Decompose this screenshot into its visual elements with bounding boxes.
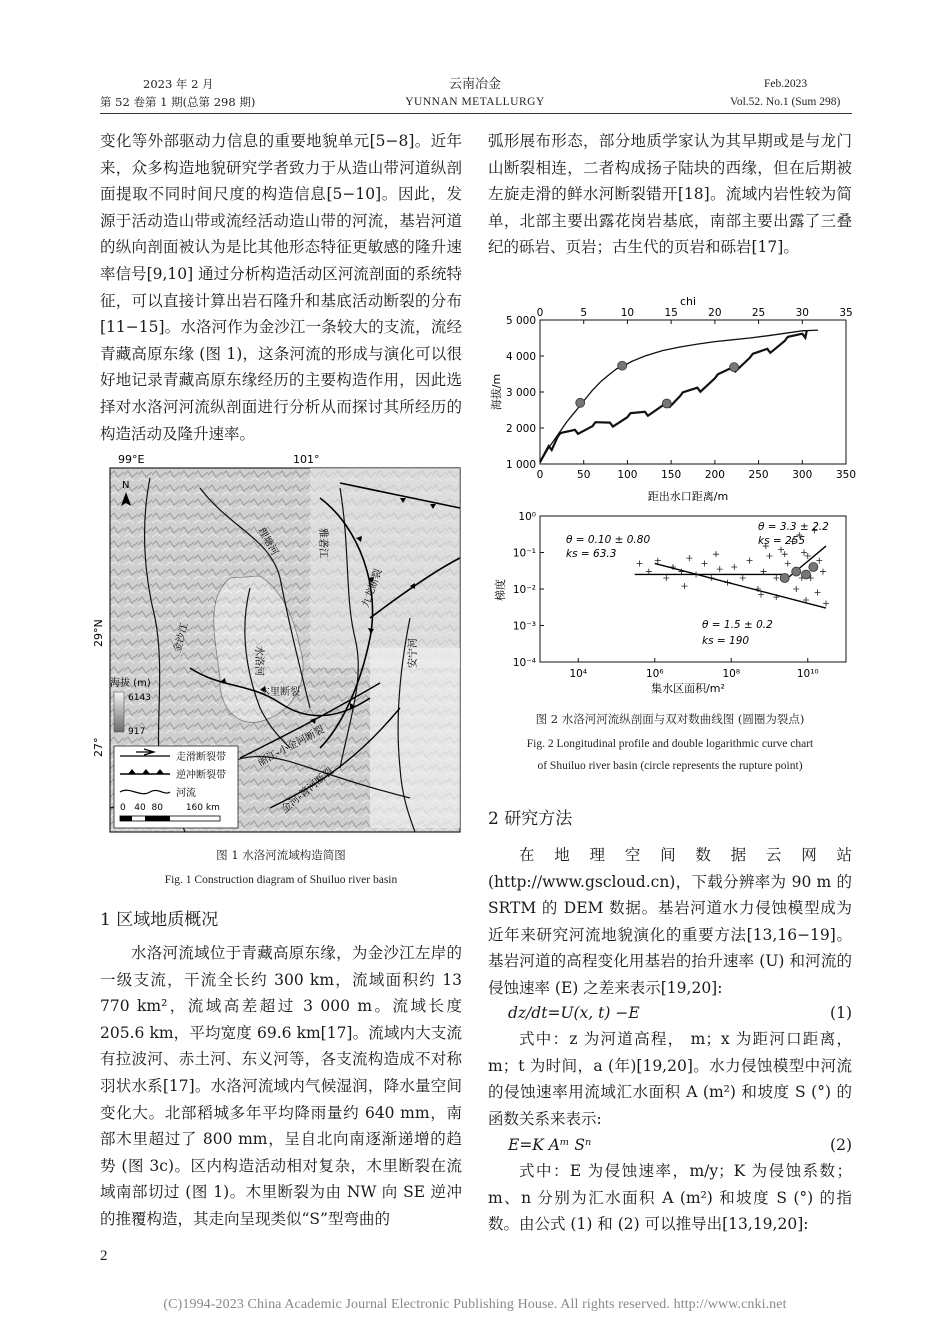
journal-title-cn: 云南冶金 (448, 77, 501, 92)
y-tick-label: 2 000 (505, 423, 536, 435)
y-tick-label: 3 000 (505, 387, 536, 399)
annot-theta-3: θ = 1.5 ± 0.2 (702, 619, 773, 631)
equation-1-number: (1) (830, 1004, 852, 1022)
legend-elev-min: 917 (128, 727, 146, 737)
label-yalong: 雅砻江 (317, 528, 328, 558)
legend-elev-title: 海拔 (m) (110, 678, 151, 689)
left-para-2: 水洛河流域位于青藏高原东缘，为金沙江左岸的一级支流，干流全长约 300 km，流域面积约 13 770 km²，流域高差超过 3 000 m。流域长度 205.6 km，平均宽度 69.6 km[17]。流域内大支流有拉波河、赤土河、东义河等，各支流构造成不对称羽状水系[17]。水洛河流域内气候湿润，降水量空间变化大。北部稻城多年平均降雨量约 640 mm，南部木里超过了 800 mm，呈自北向南逐渐递增的趋势 (图 3c)。区内构造活动相对复杂，木里断裂在流域南部切过 (图 1)。木里断裂为由 NW 向 SE 逆冲的推覆构造，其走向呈现类似“S”型弯曲的 (100, 944, 462, 1228)
section-2-heading: 2 研究方法 (488, 809, 573, 829)
label-jinhe: 金河-箐河断裂 (279, 765, 336, 816)
lat-label-27: 27° (92, 737, 105, 757)
svg-text:逆冲断裂带: 逆冲断裂带 (176, 770, 226, 781)
data-point (663, 575, 669, 581)
svg-text:走滑断裂带: 走滑断裂带 (176, 752, 226, 763)
knickpoint-marker (809, 563, 818, 572)
data-point (731, 564, 737, 570)
data-point (713, 551, 719, 557)
elevation-axis-label: 海拔/m (490, 373, 503, 411)
area-axis-label: 集水区面积/m² (651, 682, 725, 695)
data-point (805, 553, 811, 559)
y-tick-label: 10⁻⁴ (512, 657, 536, 669)
copyright-footer: (C)1994-2023 China Academic Journal Electronic Publishing House. All rights reserved. http://www.cnki.net (163, 1297, 787, 1312)
y-tick-label: 10⁰ (518, 511, 536, 523)
knickpoint-marker (730, 363, 739, 372)
chi-axis-label: chi (679, 295, 697, 308)
x-tick-label: 150 (661, 469, 682, 481)
fig1-caption-cn: 图 1 水洛河流域构造简图 (216, 848, 346, 862)
fig2-caption-en-1: Fig. 2 Longitudinal profile and double logarithmic curve chart (526, 738, 814, 750)
equation-2-number: (2) (830, 1136, 852, 1154)
fig1-caption-en: Fig. 1 Construction diagram of Shuiluo river basin (164, 874, 398, 886)
distance-axis-label: 距出水口距离/m (647, 490, 729, 503)
data-point (655, 558, 661, 564)
data-point (758, 592, 764, 598)
label-shuiluo: 水洛河 (253, 646, 264, 676)
chi-tick-label: 25 (751, 307, 766, 319)
x-tick-label: 10⁶ (645, 668, 664, 680)
chi-tick-label: 10 (620, 307, 635, 319)
data-point (820, 569, 826, 575)
x-tick-label: 10¹⁰ (796, 668, 819, 680)
x-tick-label: 350 (835, 469, 857, 481)
fig2-caption-cn: 图 2 水洛河河流纵剖面与双对数曲线图 (圆圈为裂点) (535, 712, 805, 726)
header-date-cn: 2023 年 2 月 (143, 77, 214, 91)
data-point (823, 601, 829, 607)
knickpoint-marker (576, 398, 585, 407)
left-para-1: 变化等外部驱动力信息的重要地貌单元[5−8]。近年来，众多构造地貌研究学者致力于从造山带河道纵剖面提取不同时间尺度的构造信息[5−10]。因此，发源于活动造山带或流经活动造山带的河流，基岩河道的纵向剖面被认为是比其他形态特征更敏感的隆升速率信号[9,10] 通过分析构造活动区河流剖面的系统特征，可以直接计算出岩石隆升和基底活动断裂的分布[11−15]。水洛河作为金沙江一条较大的支流，流经青藏高原东缘 (图 1)，这条河流的形成与演化可以很好地记录青藏高原东缘经历的主要构造作用，因此选择对水洛河河流纵剖面进行分析从而探讨其所经历的构造活动及隆升速率。 (100, 132, 462, 443)
right-para-4: 式中：E 为侵蚀速率，m/y；K 为侵蚀系数；m、n 分别为汇水面积 A (m²) 和坡度 S (°) 的指数。由公式 (1) 和 (2) 可以推导出[13,19,20]: (488, 1162, 852, 1234)
knickpoint-marker (801, 570, 810, 579)
annot-ks-3: ks = 190 (702, 635, 750, 647)
lon-label-101: 101° (293, 453, 320, 466)
header-volume-cn: 第 52 卷第 1 期(总第 298 期) (100, 95, 256, 109)
label-lijiang: 丽江-小金河断裂 (256, 724, 327, 769)
y-tick-label: 1 000 (505, 459, 536, 471)
chi-tick-label: 20 (708, 307, 722, 319)
data-point (702, 560, 708, 566)
legend-elev-max: 6143 (128, 693, 151, 703)
data-point (793, 586, 799, 592)
knickpoint-marker (780, 574, 789, 583)
data-point (785, 560, 791, 566)
elevation-ramp (114, 692, 124, 732)
svg-text:N: N (122, 480, 130, 491)
series-distance-elevation (540, 331, 807, 462)
data-point (637, 560, 643, 566)
figure-1 (92, 452, 462, 844)
x-tick-label: 10⁸ (722, 668, 741, 680)
header-volume-en: Vol.52. No.1 (Sum 298) (730, 96, 841, 108)
equation-1: dz/dt=U(x, t) −E (1) (508, 1000, 852, 1026)
data-point (773, 575, 779, 581)
label-jinsha: 金沙江 (172, 621, 191, 654)
y-tick-label: 10⁻¹ (512, 547, 536, 560)
header-date-en: Feb.2023 (764, 78, 808, 90)
chi-tick-label: 5 (580, 307, 588, 319)
section-1-heading: 1 区域地质概况 (100, 910, 219, 930)
label-litang: 理塘河 (255, 526, 280, 558)
svg-text:河流: 河流 (176, 788, 196, 799)
data-point (746, 558, 752, 564)
x-tick-label: 300 (792, 469, 813, 481)
y-tick-label: 10⁻² (512, 584, 536, 596)
chi-tick-label: 30 (795, 307, 809, 319)
lat-label-29: 29°N (92, 619, 105, 647)
scale-bar (120, 816, 220, 821)
label-anning: 安宁河 (408, 638, 419, 668)
data-point (816, 558, 822, 564)
gradient-axis-label: 梯度 (494, 579, 507, 601)
x-tick-label: 50 (577, 469, 591, 481)
knickpoint-marker (618, 361, 627, 370)
data-point (761, 569, 767, 575)
data-point (646, 569, 652, 575)
equation-2: E=K Aᵐ Sⁿ (2) (508, 1132, 852, 1158)
data-point (717, 566, 723, 572)
annot-ks-2: ks = 255 (758, 535, 806, 547)
right-para-2: 在地理空间数据云网站 (http://www.gscloud.cn)，下载分辨率为 90 m 的 SRTM 的 DEM 数据。基岩河道水力侵蚀模型成为近年来研究河流地貌演化的重要方法[13,16−19]。基岩河道的高程变化用基岩的抬升速率 (U) 和河流的侵蚀速率 (E) 之差来表示[19,20]: (488, 846, 852, 997)
data-point (686, 555, 692, 561)
fig2-caption-en-2: of Shuiluo river basin (circle represents the rupture point) (537, 760, 803, 772)
x-tick-label: 0 (536, 469, 544, 481)
page-number: 2 (100, 1248, 108, 1264)
x-tick-label: 10⁴ (569, 668, 588, 680)
knickpoint-marker (662, 399, 671, 408)
data-point (682, 583, 688, 589)
chi-tick-label: 15 (664, 307, 678, 319)
x-tick-label: 100 (617, 469, 638, 481)
label-muli: 木里断裂 (260, 687, 300, 698)
label-jiulong: 九龙断裂 (360, 567, 385, 610)
journal-title-en: YUNNAN METALLURGY (405, 96, 545, 108)
y-tick-label: 4 000 (505, 351, 536, 363)
lon-label-99: 99°E (118, 453, 145, 466)
right-para-1: 弧形展布形态，部分地质学家认为其早期或是与龙门山断裂相连，二者构成扬子陆块的西缘，但在后期被左旋走滑的鲜水河断裂错开[18]。流域内岩性较为简单，北部主要出露花岗岩基底，南部主要出露了三叠纪的砾岩、页岩；古生代的页岩和砾岩[17]。 (488, 132, 852, 257)
right-para-3: 式中：z 为河道高程， m；x 为距河口距离，m；t 为时间，a (年)[19,20]。水力侵蚀模型中河流的侵蚀速率用流域汇水面积 A (m²) 和坡度 S (°) 的函数关系来表示: (488, 1030, 852, 1128)
x-tick-label: 200 (704, 469, 725, 481)
data-point (815, 590, 821, 596)
profile-plot-frame (540, 320, 846, 464)
data-point (801, 550, 807, 556)
data-point (767, 553, 773, 559)
annot-ks-1: ks = 63.3 (566, 548, 617, 560)
y-tick-label: 5 000 (505, 315, 536, 327)
scale-label: 0 40 80 160 km (120, 803, 220, 813)
annot-theta-2: θ = 3.3 ± 2.2 (758, 521, 829, 533)
chi-tick-label: 0 (536, 307, 544, 319)
chi-tick-label: 35 (839, 307, 853, 319)
figure-2 (488, 294, 857, 700)
x-tick-label: 250 (748, 469, 769, 481)
y-tick-label: 10⁻³ (512, 620, 536, 633)
annot-theta-1: θ = 0.10 ± 0.80 (566, 534, 651, 546)
data-point (740, 575, 746, 581)
header-rule (100, 113, 852, 114)
knickpoint-marker (792, 567, 801, 576)
data-point (778, 547, 784, 553)
data-point (782, 551, 788, 557)
